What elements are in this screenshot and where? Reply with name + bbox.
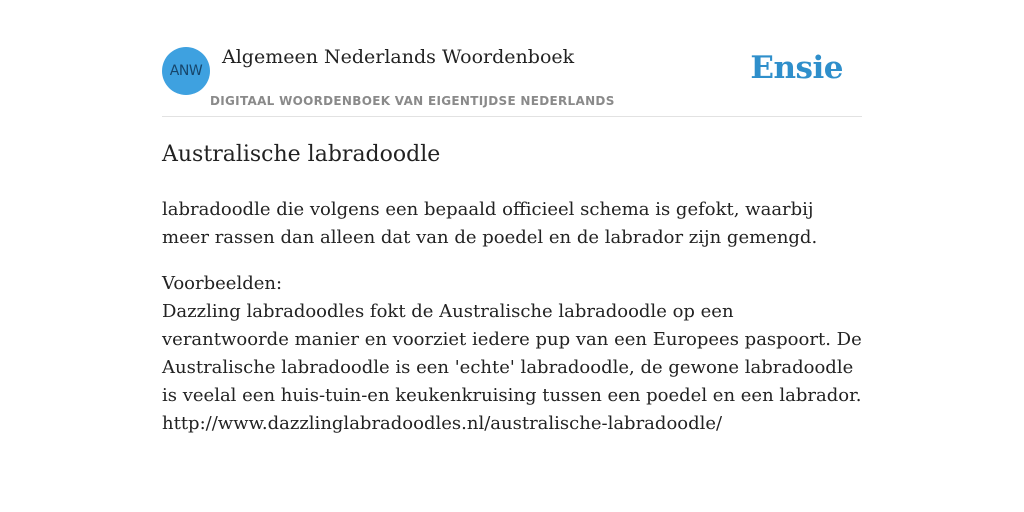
entry-headword: Australische labradoodle (162, 142, 441, 167)
examples-block (162, 270, 864, 438)
dictionary-subtitle: DIGITAAL WOORDENBOEK VAN EIGENTIJDSE NEDERLANDS (210, 94, 615, 108)
dictionary-title[interactable]: Algemeen Nederlands Woordenboek (222, 46, 575, 68)
entry-content (162, 140, 864, 438)
ensie-logo[interactable]: Ensie (750, 50, 843, 86)
logo-text: ANW (169, 63, 203, 79)
header (162, 46, 862, 117)
anw-logo[interactable] (162, 47, 210, 95)
entry-definition: labradoodle die volgens een bepaald officieel schema is gefokt, waarbij meer rassen dan alleen dat van de poedel en de labrador zijn gemengd. (162, 199, 818, 248)
example-source: http://www.dazzlinglabradoodles.nl/australische-labradoodle/ (162, 413, 723, 434)
examples-label: Voorbeelden: (162, 273, 283, 294)
example-text: Dazzling labradoodles fokt de Australische labradoodle op een verantwoorde manier en voorziet iedere pup van een Europees paspoort. De Australische labradoodle is een 'echte' labradoodle, de gewone labradoodle is veelal een huis-tuin-en keukenkruising tussen een poedel en een labrador. (162, 301, 862, 406)
